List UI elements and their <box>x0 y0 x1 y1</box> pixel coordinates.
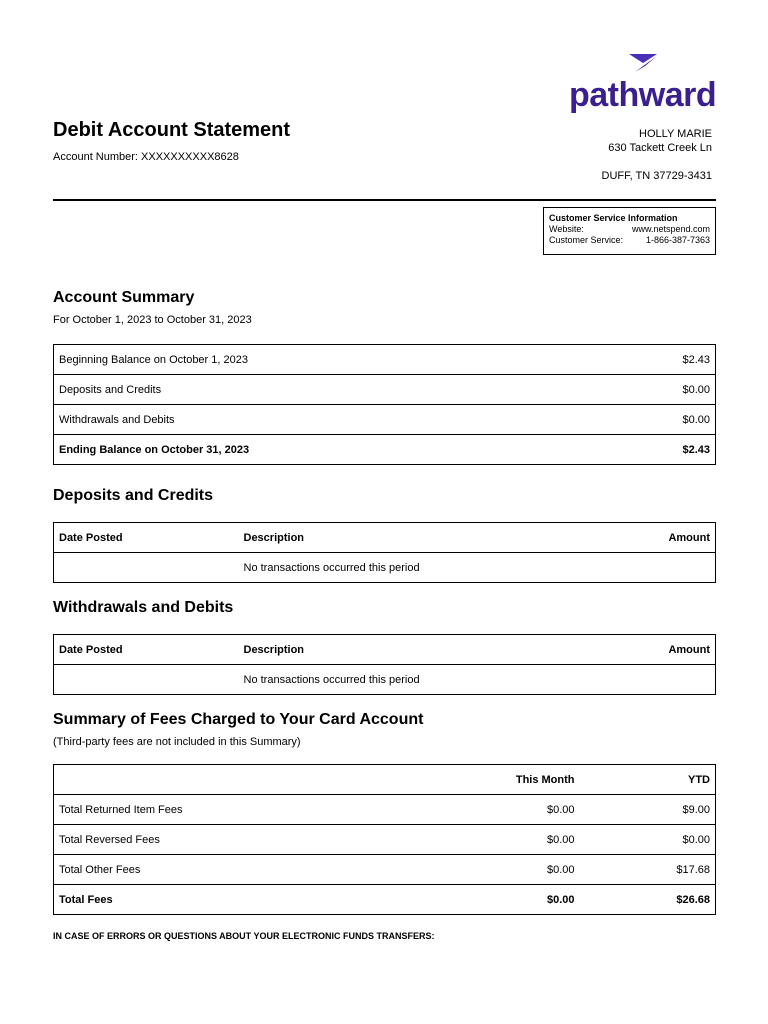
summary-value: $2.43 <box>610 435 716 465</box>
account-summary-table <box>53 344 716 465</box>
table-row <box>54 405 716 435</box>
col-amount: Amount <box>611 635 715 665</box>
col-ytd: YTD <box>580 765 716 795</box>
address-street: 630 Tackett Creek Ln <box>608 142 712 154</box>
summary-label: Withdrawals and Debits <box>54 405 611 435</box>
errors-heading: IN CASE OF ERRORS OR QUESTIONS ABOUT YOUR ELECTRONIC FUNDS TRANSFERS: <box>53 931 435 941</box>
summary-period: For October 1, 2023 to October 31, 2023 <box>53 314 252 326</box>
table-row <box>54 435 716 465</box>
withdrawals-table <box>53 634 716 695</box>
website-value[interactable]: www.netspend.com <box>631 224 710 234</box>
customer-service-box <box>543 207 716 255</box>
pathward-logo <box>569 54 715 112</box>
table-row <box>54 553 716 583</box>
table-row <box>54 885 716 915</box>
table-row <box>54 825 716 855</box>
fee-ytd: $17.68 <box>580 855 716 885</box>
fee-month: $0.00 <box>460 825 580 855</box>
account-summary-heading: Account Summary <box>53 289 195 306</box>
pathward-logo-icon <box>629 54 659 72</box>
fees-heading: Summary of Fees Charged to Your Card Account <box>53 711 424 728</box>
col-amount: Amount <box>611 523 715 553</box>
table-row <box>54 855 716 885</box>
logo-text: pathward <box>569 76 717 114</box>
summary-value: $0.00 <box>610 405 716 435</box>
mailing-address <box>602 127 712 183</box>
phone-label: Customer Service: <box>549 235 624 245</box>
fee-label: Total Returned Item Fees <box>54 795 460 825</box>
table-header-row <box>54 523 716 553</box>
deposits-heading: Deposits and Credits <box>53 487 214 504</box>
customer-service-heading: Customer Service Information <box>549 213 678 223</box>
summary-label: Ending Balance on October 31, 2023 <box>54 435 611 465</box>
table-row <box>54 375 716 405</box>
empty-message: No transactions occurred this period <box>239 665 612 695</box>
summary-value: $0.00 <box>610 375 716 405</box>
fee-ytd: $26.68 <box>580 885 716 915</box>
header-divider <box>53 199 716 201</box>
table-header-row <box>54 765 716 795</box>
col-date-posted: Date Posted <box>54 523 239 553</box>
withdrawals-heading: Withdrawals and Debits <box>53 599 234 616</box>
col-description: Description <box>239 523 612 553</box>
address-city: DUFF, TN 37729-3431 <box>601 170 712 182</box>
page-title: Debit Account Statement <box>53 119 291 141</box>
phone-value[interactable]: 1-866-387-7363 <box>645 235 710 245</box>
fee-ytd: $0.00 <box>580 825 716 855</box>
fee-ytd: $9.00 <box>580 795 716 825</box>
fee-label: Total Other Fees <box>54 855 460 885</box>
table-header-row <box>54 635 716 665</box>
deposits-table <box>53 522 716 583</box>
summary-label: Deposits and Credits <box>54 375 611 405</box>
summary-value: $2.43 <box>610 345 716 375</box>
website-label: Website: <box>549 224 584 234</box>
table-row <box>54 345 716 375</box>
table-row <box>54 795 716 825</box>
address-name: HOLLY MARIE <box>639 128 712 140</box>
col-this-month: This Month <box>460 765 580 795</box>
fee-label: Total Fees <box>54 885 460 915</box>
fee-month: $0.00 <box>460 855 580 885</box>
summary-label: Beginning Balance on October 1, 2023 <box>54 345 611 375</box>
fee-month: $0.00 <box>460 885 580 915</box>
fee-label: Total Reversed Fees <box>54 825 460 855</box>
table-row <box>54 665 716 695</box>
fees-note: (Third-party fees are not included in this Summary) <box>53 736 301 748</box>
col-date-posted: Date Posted <box>54 635 239 665</box>
col-description: Description <box>239 635 612 665</box>
account-number: Account Number: XXXXXXXXXX8628 <box>53 151 239 163</box>
fees-table <box>53 764 716 915</box>
fee-month: $0.00 <box>460 795 580 825</box>
empty-message: No transactions occurred this period <box>239 553 612 583</box>
